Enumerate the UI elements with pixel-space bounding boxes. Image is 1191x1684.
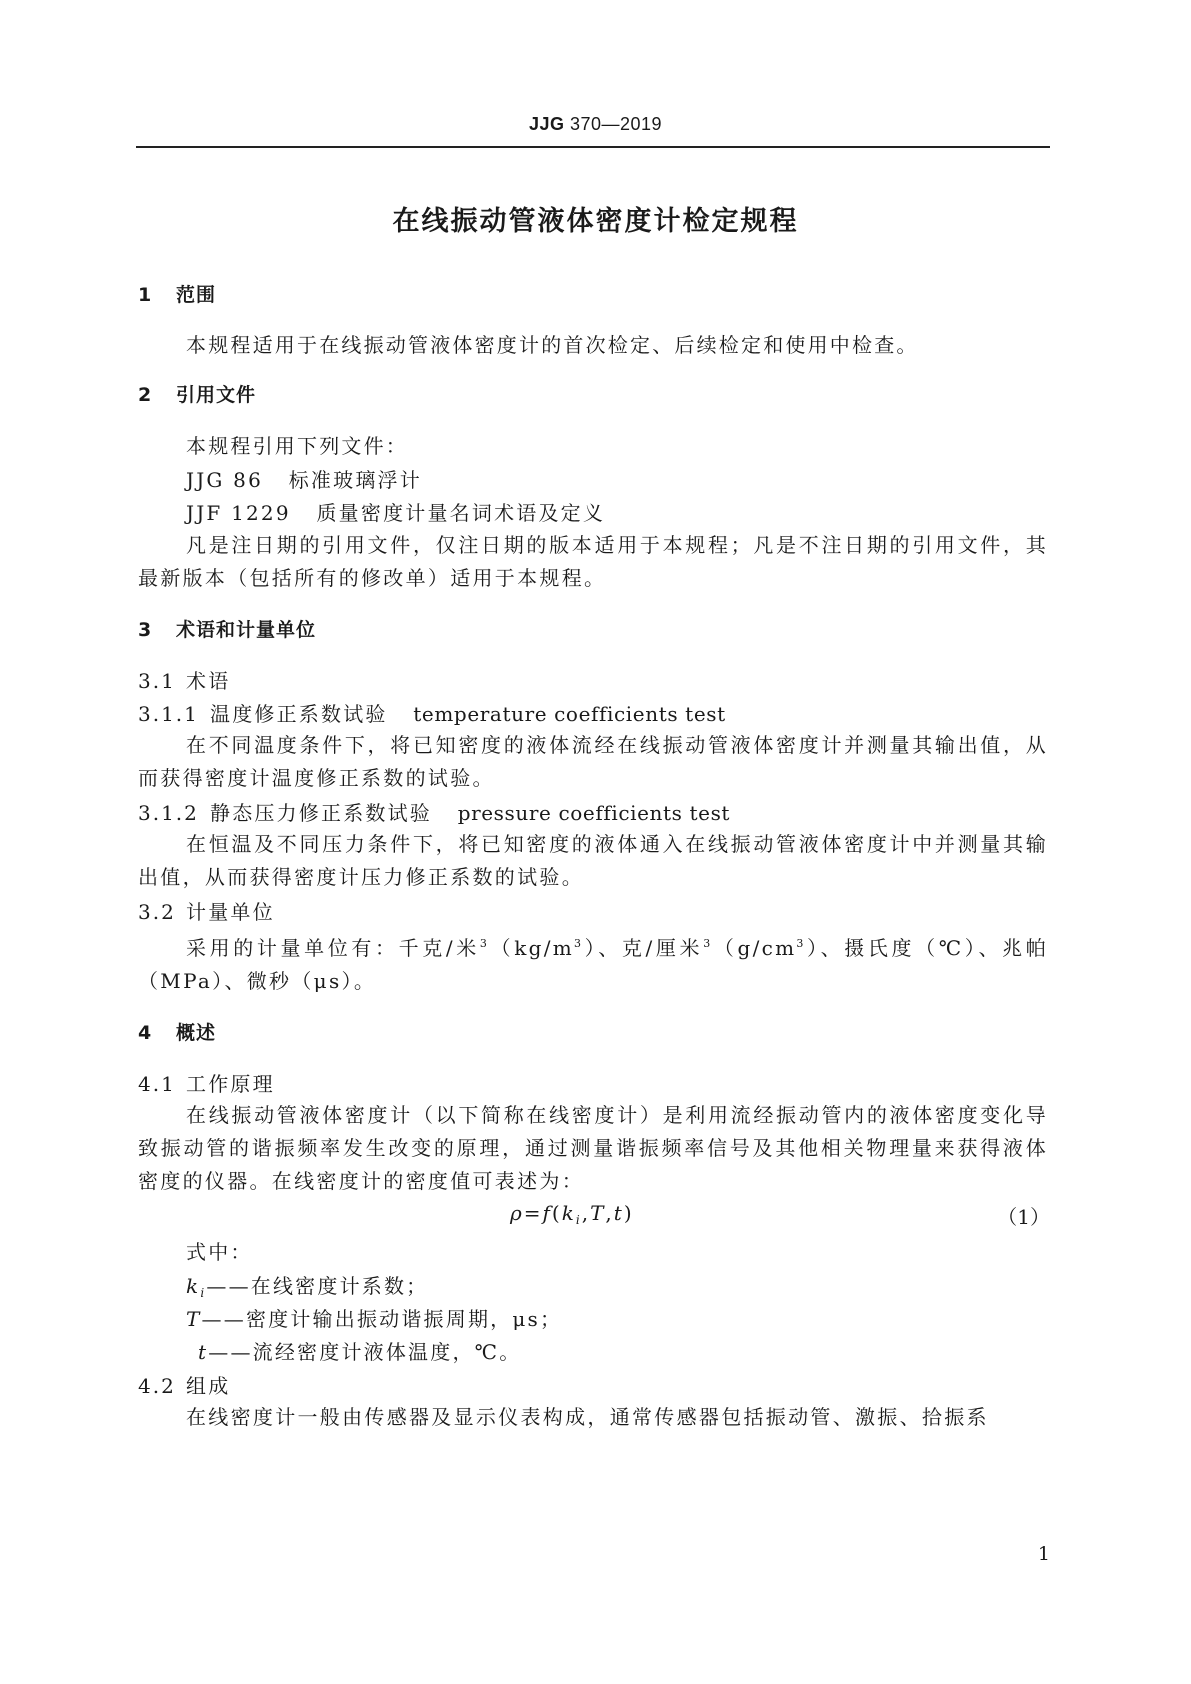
section-3-1-2-text: 在恒温及不同压力条件下，将已知密度的液体通入在线振动管液体密度计中并测量其输出值，从而获得密度计压力修正系数的试验。 <box>138 832 1048 889</box>
variable-definition: t——流经密度计液体温度，℃。 <box>198 1340 522 1364</box>
section-4-2-text: 在线密度计一般由传感器及显示仪表构成，通常传感器包括振动管、激振、拾振系 <box>186 1405 989 1429</box>
section-4-heading: 4 概述 <box>138 1022 217 1044</box>
header-number: 370—2019 <box>569 114 663 134</box>
page-number: 1 <box>1037 1543 1050 1565</box>
section-4-1-heading: 4.1 工作原理 <box>138 1072 275 1096</box>
document-title: 在线振动管液体密度计检定规程 <box>392 206 799 237</box>
section-1-heading: 1 范围 <box>138 284 217 306</box>
section-3-1-heading: 3.1 术语 <box>138 669 231 693</box>
variable-definition: $k_i——$在线密度计系数； <box>186 1274 429 1300</box>
section-2-note: 凡是注日期的引用文件，仅注日期的版本适用于本规程；凡是不注日期的引用文件，其最新版本（包括所有的修改单）适用于本规程。 <box>138 533 1048 590</box>
where-label: 式中： <box>186 1240 253 1264</box>
section-4-2-heading: 4.2 组成 <box>138 1374 231 1398</box>
section-2-heading: 2 引用文件 <box>138 384 257 406</box>
formula-1: $\rho=f(k_i,T,t)$ <box>510 1201 634 1227</box>
reference-item: JJF 1229 质量密度计量名词术语及定义 <box>186 501 606 525</box>
section-3-1-2-heading: 3.1.2 静态压力修正系数试验 pressure coefficients test <box>138 801 731 825</box>
running-header <box>0 114 1191 135</box>
section-1-text: 本规程适用于在线振动管液体密度计的首次检定、后续检定和使用中检查。 <box>186 333 919 357</box>
section-3-2-text: 采用的计量单位有：千克/米$^3(kg/m^3)$、克/厘米$^3(g/cm^3)$、摄氏度（℃）、兆帕（MPa）、微秒（μs）。 <box>138 936 1049 993</box>
section-3-1-1-heading: 3.1.1 温度修正系数试验 temperature coefficients test <box>138 702 726 726</box>
section-3-heading: 3 术语和计量单位 <box>138 619 317 641</box>
section-2-intro: 本规程引用下列文件： <box>186 434 408 458</box>
section-3-2-heading: 3.2 计量单位 <box>138 900 275 924</box>
reference-item: JJG 86 标准玻璃浮计 <box>186 468 422 492</box>
section-4-1-text: 在线振动管液体密度计（以下简称在线密度计）是利用流经振动管内的液体密度变化导致振动管的谐振频率发生改变的原理，通过测量谐振频率信号及其他相关物理量来获得液体密度的仪器。在线密度计的密度值可表述为： <box>138 1103 1048 1193</box>
header-code: JJG <box>528 114 565 134</box>
section-3-1-1-text: 在不同温度条件下，将已知密度的液体流经在线振动管液体密度计并测量其输出值，从而获得密度计温度修正系数的试验。 <box>138 733 1048 790</box>
variable-definition: T——密度计输出振动谐振周期，μs； <box>186 1307 563 1331</box>
equation-number: （1） <box>997 1205 1050 1229</box>
header-rule <box>136 146 1050 148</box>
